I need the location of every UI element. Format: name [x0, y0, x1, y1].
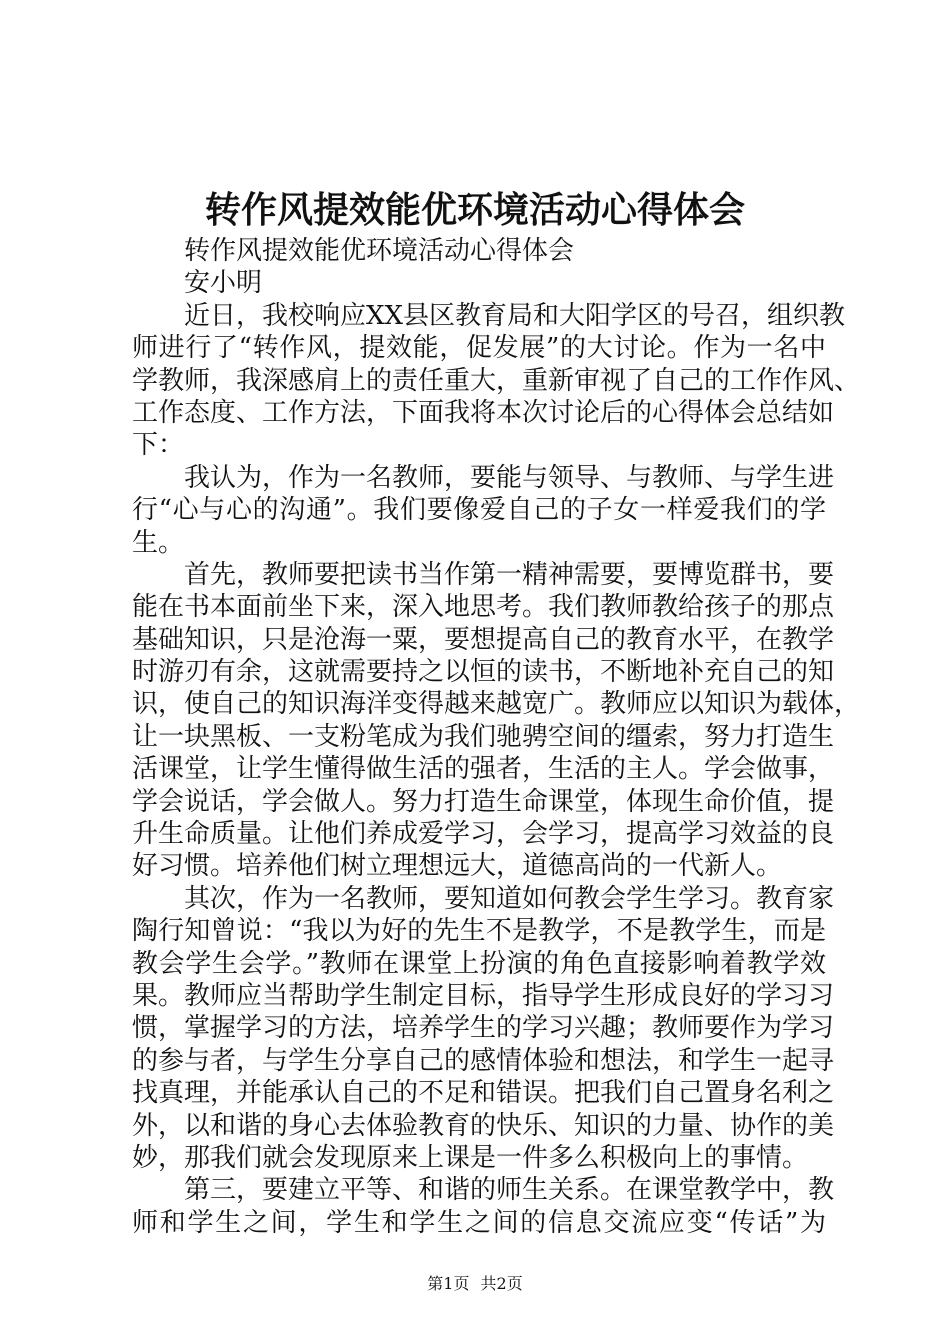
document-body [132, 235, 861, 1239]
paragraph-line: 妙，那我们就会发现原来上课是一件多么积极向上的事情。 [132, 1142, 809, 1173]
page-number: 第1页 [427, 1274, 470, 1293]
paragraph-line: 下： [132, 430, 185, 461]
document-author: 安小明 [184, 268, 263, 299]
paragraph-line: 学教师，我深感肩上的责任重大，重新审视了自己的工作作风、 [132, 365, 861, 396]
paragraph-line: 外，以和谐的身心去体验教育的快乐、知识的力量、协作的美 [132, 1110, 835, 1141]
paragraph-line: 师和学生之间，学生和学生之间的信息交流应变“传话”为 [132, 1207, 826, 1238]
paragraph-line: 行“心与心的沟通”。我们要像爱自己的子女一样爱我们的学 [132, 495, 826, 526]
page-footer [0, 1273, 950, 1295]
paragraph-line: 找真理，并能承认自己的不足和错误。把我们自己置身名利之 [132, 1078, 835, 1109]
paragraph-line: 第三，要建立平等、和谐的师生关系。在课堂教学中，教 [184, 1175, 835, 1206]
paragraph-line: 的参与者，与学生分享自己的感情体验和想法，和学生一起寻 [132, 1045, 835, 1076]
paragraph-line: 惯，掌握学习的方法，培养学生的学习兴趣；教师要作为学习 [132, 1013, 835, 1044]
paragraph-line: 师进行了“转作风，提效能，促发展”的大讨论。作为一名中 [132, 333, 826, 364]
paragraph-line: 近日，我校响应XX县区教育局和大阳学区的号召，组织教 [184, 300, 846, 331]
paragraph-line: 教会学生会学。”教师在课堂上扮演的角色直接影响着教学效 [132, 948, 826, 979]
paragraph-line: 工作态度、工作方法，下面我将本次讨论后的心得体会总结如 [132, 397, 835, 428]
paragraph-line: 基础知识，只是沧海一粟，要想提高自己的教育水平，在教学 [132, 624, 835, 655]
paragraph-line: 其次，作为一名教师，要知道如何教会学生学习。教育家 [184, 883, 835, 914]
paragraph-line: 识，使自己的知识海洋变得越来越宽广。教师应以知识为载体， [132, 689, 861, 720]
paragraph-line: 陶行知曾说：“我以为好的先生不是教学，不是教学生，而是 [132, 916, 826, 947]
document-subtitle: 转作风提效能优环境活动心得体会 [184, 236, 575, 266]
paragraph-line: 升生命质量。让他们养成爱学习，会学习，提高学习效益的良 [132, 819, 835, 850]
paragraph-line: 时游刃有余，这就需要持之以恒的读书，不断地补充自己的知 [132, 657, 835, 688]
paragraph-line: 学会说话，学会做人。努力打造生命课堂，体现生命价值，提 [132, 786, 835, 817]
paragraph-line: 生。 [132, 527, 185, 558]
paragraph-line: 能在书本面前坐下来，深入地思考。我们教师教给孩子的那点 [132, 592, 835, 623]
paragraph-line: 果。教师应当帮助学生制定目标，指导学生形成良好的学习习 [132, 980, 835, 1011]
document-title: 转作风提效能优环境活动心得体会 [204, 189, 745, 231]
paragraph-line: 让一块黑板、一支粉笔成为我们驰骋空间的缰索，努力打造生 [132, 721, 835, 752]
paragraph-line: 首先，教师要把读书当作第一精神需要，要博览群书，要 [184, 559, 835, 590]
paragraph-line: 活课堂，让学生懂得做生活的强者，生活的主人。学会做事， [132, 754, 835, 785]
paragraph-line: 好习惯。培养他们树立理想远大，道德高尚的一代新人。 [132, 851, 783, 882]
paragraph-line: 我认为，作为一名教师，要能与领导、与教师、与学生进 [184, 462, 835, 493]
page-total: 共2页 [480, 1274, 523, 1293]
